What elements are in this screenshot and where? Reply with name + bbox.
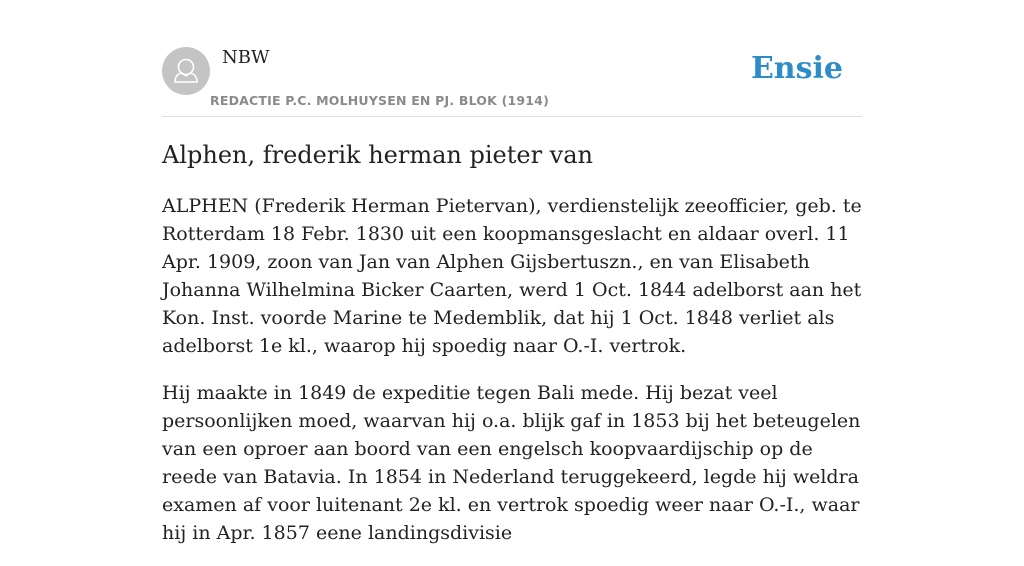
author-name[interactable]: NBW (222, 47, 270, 68)
article-paragraph: Hij maakte in 1849 de expeditie tegen Bali mede. Hij bezat veel persoonlijken moed, waarvan hij o.a. blijk gaf in 1853 bij het beteugelen van een oproer aan boord van een engelsch koopvaardijschip op de reede van Batavia. In 1854 in Nederland teruggekeerd, legde hij weldra examen af voor luitenant 2e kl. en vertrok spoedig weer naar O.-I., waar hij in Apr. 1857 eene landingsdivisie (162, 382, 861, 544)
article-body (162, 192, 864, 566)
article-paragraph: ALPHEN (Frederik Herman Pietervan), verdienstelijk zeeofficier, geb. te Rotterdam 18 Febr. 1830 uit een koopmansgeslacht en aldaar overl. 11 Apr. 1909, zoon van Jan van Alphen Gijsbertuszn., en van Elisabeth Johanna Wilhelmina Bicker Caarten, werd 1 Oct. 1844 adelborst aan het Kon. Inst. voorde Marine te Medemblik, dat hij 1 Oct. 1848 verliet als adelborst 1e kl., waarop hij spoedig naar O.-I. vertrok. (162, 195, 862, 357)
article-title: Alphen, frederik herman pieter van (162, 141, 593, 169)
article-header (162, 47, 862, 117)
author-avatar[interactable] (162, 47, 210, 95)
user-icon (162, 47, 210, 95)
source-credit: REDACTIE P.C. MOLHUYSEN EN PJ. BLOK (1914) (210, 93, 549, 108)
ensie-logo[interactable]: Ensie (750, 51, 843, 86)
